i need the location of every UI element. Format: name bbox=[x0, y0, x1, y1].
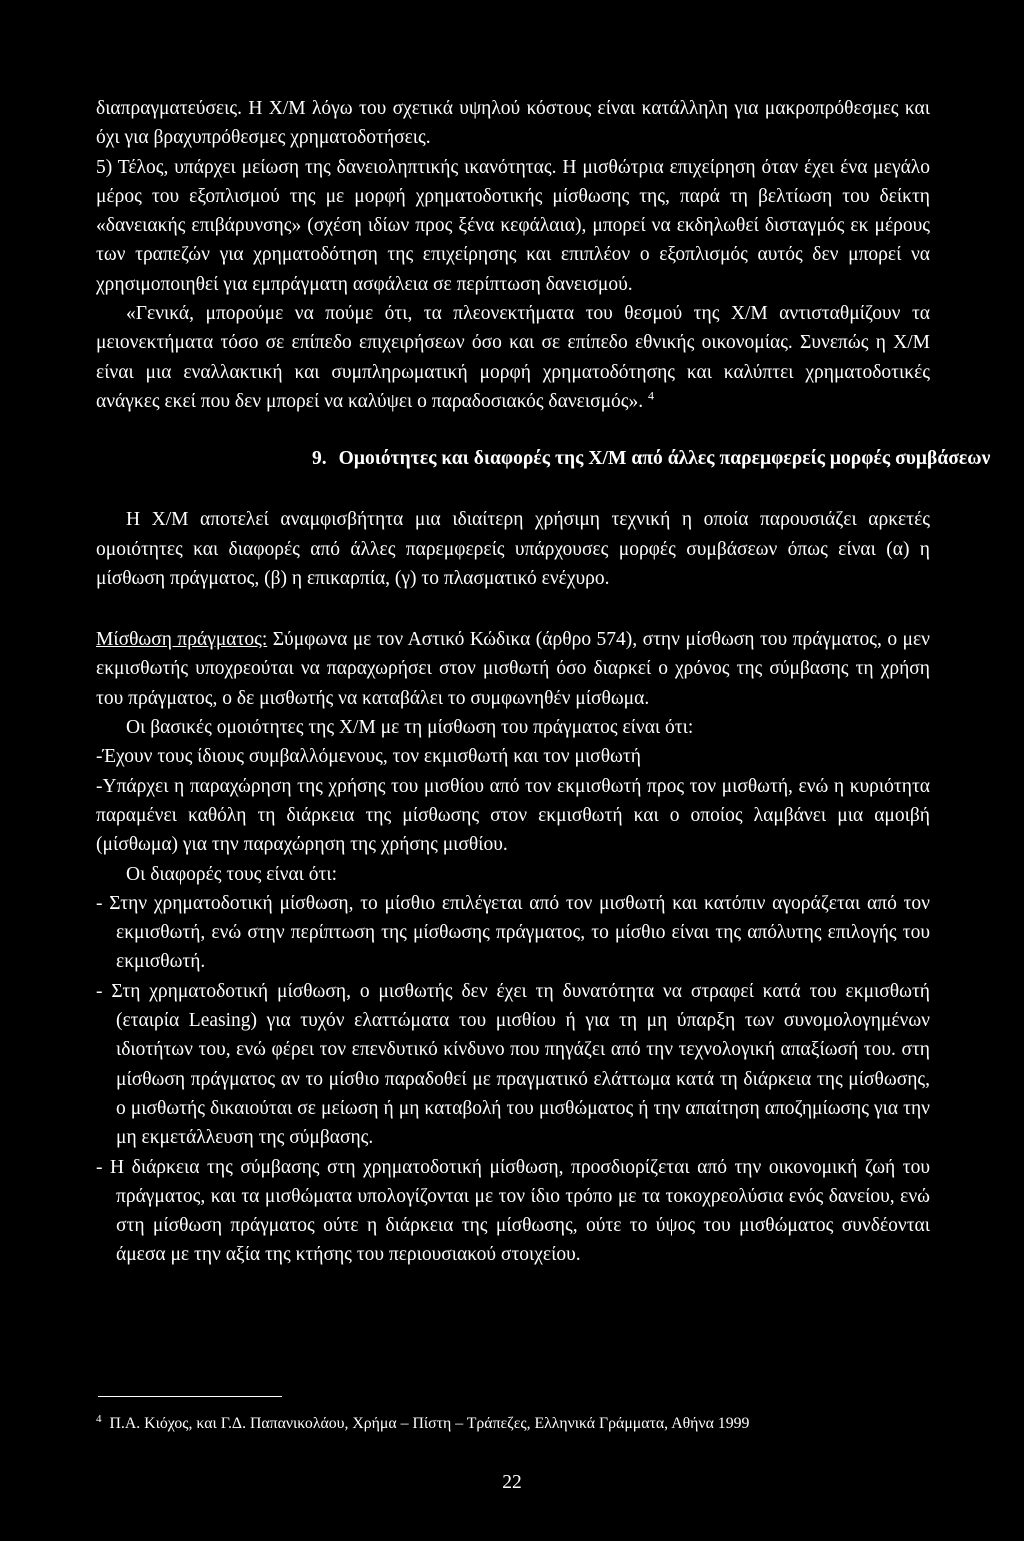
footnote-reference: 4 bbox=[648, 388, 655, 403]
body-paragraph-lease bbox=[96, 625, 930, 713]
page-body bbox=[96, 94, 991, 1270]
lease-label: Μίσθωση πράγματος: bbox=[96, 629, 268, 651]
lease-text: Σύμφωνα με τον Αστικό Κώδικα (άρθρο 574), στην μίσθωση του πράγματος, ο μεν εκμισθωτής υποχρεούται να παραχωρήσει στον μισθωτή όσο διαρκεί ο χρόνος της σύμβασης τη χρήση του πράγματος, ο δε μισθωτής να καταβάλει το συμφωνηθέν μίσθωμα. bbox=[96, 629, 930, 709]
quote-text: «Γενικά, μπορούμε να πούμε ότι, τα πλεονεκτήματα του θεσμού της Χ/Μ αντισταθμίζουν τα μειονεκτήματα τόσο σε επίπεδο επιχειρήσεων όσο και σε επίπεδο εθνικής οικονομίας. Συνεπώς η Χ/Μ είναι μια εναλλακτική και συμπληρωματική μορφή χρηματοδότησης και καλύπτει χρηματοδοτικές ανάγκες εκεί που δεν μπορεί να καλύψει ο παραδοσιακός δανεισμός». bbox=[96, 303, 930, 412]
similarity-item-1: -Έχουν τους ίδιους συμβαλλόμενους, τον εκμισθωτή και τον μισθωτή bbox=[96, 746, 641, 768]
difference-item-1: - Στην χρηματοδοτική μίσθωση, το μίσθιο επιλέγεται από τον μισθωτή και κατόπιν αγοράζεται από τον εκμισθωτή, ενώ στην περίπτωση της μίσθωσης πράγματος, το μίσθιο είναι της απόλυτης επιλογής του εκμισθωτή. bbox=[96, 892, 930, 973]
differences-intro: Οι διαφορές τους είναι ότι: bbox=[126, 863, 338, 885]
section-number: 9. bbox=[312, 448, 327, 470]
footnote-divider bbox=[98, 1396, 282, 1397]
similarity-item-2: -Υπάρχει η παραχώρηση της χρήσης του μισθίου από τον εκμισθωτή προς τον μισθωτή, ενώ η κυριότητα παραμένει καθόλη τη διάρκεια της μίσθωσης στον εκμισθωτή και ο οποίος λαμβάνει μια αμοιβή (μίσθωμα) για την παραχώρηση της χρήσης μισθίου. bbox=[96, 775, 930, 856]
page-number: 22 bbox=[502, 1472, 522, 1493]
difference-item-2: - Στη χρηματοδοτική μίσθωση, ο μισθωτής δεν έχει τη δυνατότητα να στραφεί κατά του εκμισθωτή (εταιρία Leasing) για τυχόν ελαττώματα του μισθίου ή για τη μη ύπαρξη των συνομολογημένων ιδιοτήτων του, ενώ φέρει τον επενδυτικό κίνδυνο που πηγάζει από την τεχνολογική απαξίωσή του. στη μίσθωση πράγματος αν το μίσθιο παραδοθεί με πραγματικό ελάττωμα κατά τη διάρκεια της μίσθωσης, ο μισθωτής δικαιούται σε μείωση ή μη καταβολή του μισθώματος ή την απαίτηση αποζημίωσης για την μη εκμετάλλευση της σύμβασης. bbox=[96, 980, 930, 1149]
similarities-intro: Οι βασικές ομοιότητες της Χ/Μ με τη μίσθωση του πράγματος είναι ότι: bbox=[126, 717, 694, 739]
section-heading bbox=[96, 443, 991, 475]
footnote-text: Π.Α. Κιόχος, και Γ.Δ. Παπανικολάου, Χρήμα – Πίστη – Τράπεζες, Ελληνικά Γράμματα, Αθήνα 1999 bbox=[109, 1415, 750, 1432]
body-paragraph-intro: Η Χ/Μ αποτελεί αναμφισβήτητα μια ιδιαίτερη χρήσιμη τεχνική η οποία παρουσιάζει αρκετές ομοιότητες και διαφορές από άλλες παρεμφερείς υπάρχουσες μορφές συμβάσεων όπως είναι (α) η μίσθωση πράγματος, (β) η επικαρπία, (γ) το πλασματικό ενέχυρο. bbox=[96, 509, 930, 589]
intro-paragraph-2: 5) Τέλος, υπάρχει μείωση της δανειοληπτικής ικανότητας. Η μισθώτρια επιχείρηση όταν έχει ένα μεγάλο μέρος του εξοπλισμού της με μορφή χρηματοδοτικής μίσθωσης της, παρά τη βελτίωση του δείκτη «δανειακής επιβάρυνσης» (σχέση ιδίων προς ξένα κεφάλαια), μπορεί να εκδηλωθεί δισταγμός εκ μέρους των τραπεζών για χρηματοδότηση της επιχείρησης και επιπλέον ο εξοπλισμός αυτός δεν μπορεί να χρησιμοποιηθεί για εμπράγματη ασφάλεια σε περίπτωση δανεισμού. bbox=[96, 156, 930, 295]
footnote-marker: 4 bbox=[96, 1412, 102, 1425]
section-title: Ομοιότητες και διαφορές της Χ/Μ από άλλες παρεμφερείς μορφές συμβάσεων bbox=[338, 448, 991, 470]
intro-paragraph-1: διαπραγματεύσεις. Η Χ/Μ λόγω του σχετικά υψηλού κόστους είναι κατάλληλη για μακροπρόθεσμες και όχι για βραχυπρόθεσμες χρηματοδοτήσεις. bbox=[96, 98, 930, 149]
footnote bbox=[96, 1412, 930, 1436]
difference-item-3: - Η διάρκεια της σύμβασης στη χρηματοδοτική μίσθωση, προσδιορίζεται από την οικονομική ζωή του πράγματος, και τα μισθώματα υπολογίζονται με τον ίδιο τρόπο με τα τοκοχρεολύσια ενός δανείου, ενώ στη μίσθωση πράγματος ούτε η διάρκεια της μίσθωσης, ούτε το ύψος του μισθώματος συνδέονται άμεσα με την αξία της κτήσης του περιουσιακού στοιχείου. bbox=[96, 1156, 930, 1266]
intro-paragraph-3 bbox=[96, 299, 930, 416]
